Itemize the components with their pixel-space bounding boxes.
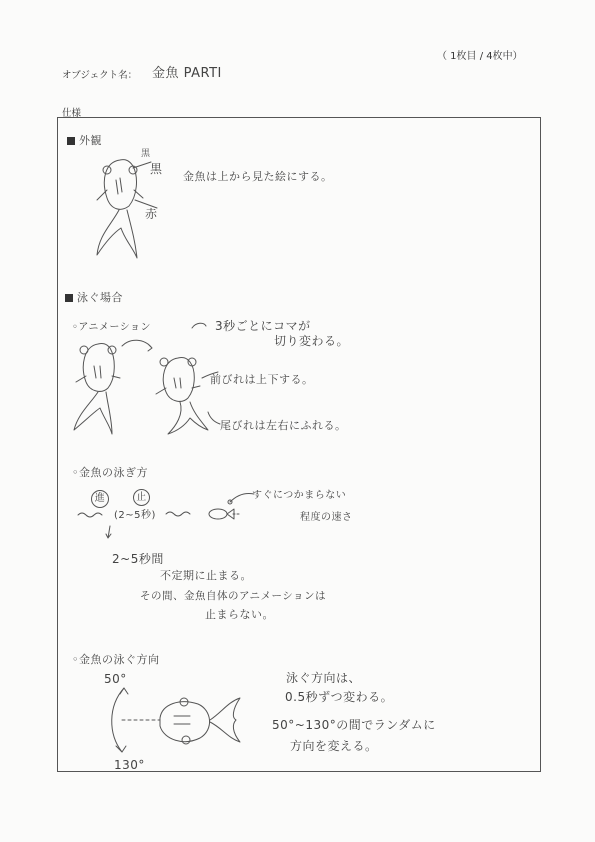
goldfish-top-view-sketch	[85, 140, 165, 265]
stop-circle: 止	[133, 489, 150, 506]
animation-label: ◦アニメーション	[72, 322, 151, 333]
tail-note: 尾びれは左右にふれる。	[220, 419, 347, 432]
direction-heading: ◦金魚の泳ぐ方向	[72, 653, 160, 666]
frames-note-1: 3秒ごとにコマが	[215, 319, 311, 333]
stop-note-4: 止まらない。	[205, 608, 274, 621]
direction-note-2: 0.5秒ずつ変わる。	[285, 690, 394, 704]
stop-note-2: 不定期に止まる。	[160, 569, 252, 582]
appearance-heading: 外観	[67, 132, 102, 148]
go-circle: 進	[91, 490, 109, 508]
angle-bottom: 130°	[114, 758, 145, 772]
object-name-value: 金魚 PARTI	[152, 66, 222, 81]
swim-path-sketch	[78, 500, 243, 540]
angle-top: 50°	[104, 672, 127, 686]
square-bullet-icon	[65, 294, 73, 302]
swimming-heading: 泳ぐ場合	[65, 289, 123, 305]
appearance-description: 金魚は上から見た絵にする。	[183, 170, 333, 183]
direction-note-3: 50°~130°の間でランダムに	[272, 718, 436, 732]
swim-pattern-heading: ◦金魚の泳ぎ方	[72, 466, 148, 479]
direction-note-1: 泳ぐ方向は、	[286, 671, 362, 685]
spec-label: 仕様	[62, 108, 82, 119]
stop-note-3: その間、金魚自体のアニメーションは	[140, 590, 327, 602]
label-red: 赤	[145, 207, 158, 221]
frames-note-2: 切り変わる。	[274, 334, 350, 348]
fins-note: 前びれは上下する。	[210, 373, 314, 386]
label-black: 黒	[150, 162, 163, 176]
direction-note-4: 方向を変える。	[290, 739, 378, 753]
direction-sketch	[100, 684, 260, 764]
square-bullet-icon	[67, 137, 75, 145]
stop-note-1: 2~5秒間	[112, 552, 164, 566]
interval-label: (2~5秒)	[114, 510, 156, 521]
object-name-label: オブジェクト名：	[62, 70, 138, 81]
label-black-small: 黒	[141, 149, 151, 159]
speed-note-1: すぐにつかまらない	[252, 490, 347, 501]
page-counter: （ 1枚目 / 4枚中）	[437, 51, 523, 62]
speed-note-2: 程度の速さ	[300, 512, 353, 523]
